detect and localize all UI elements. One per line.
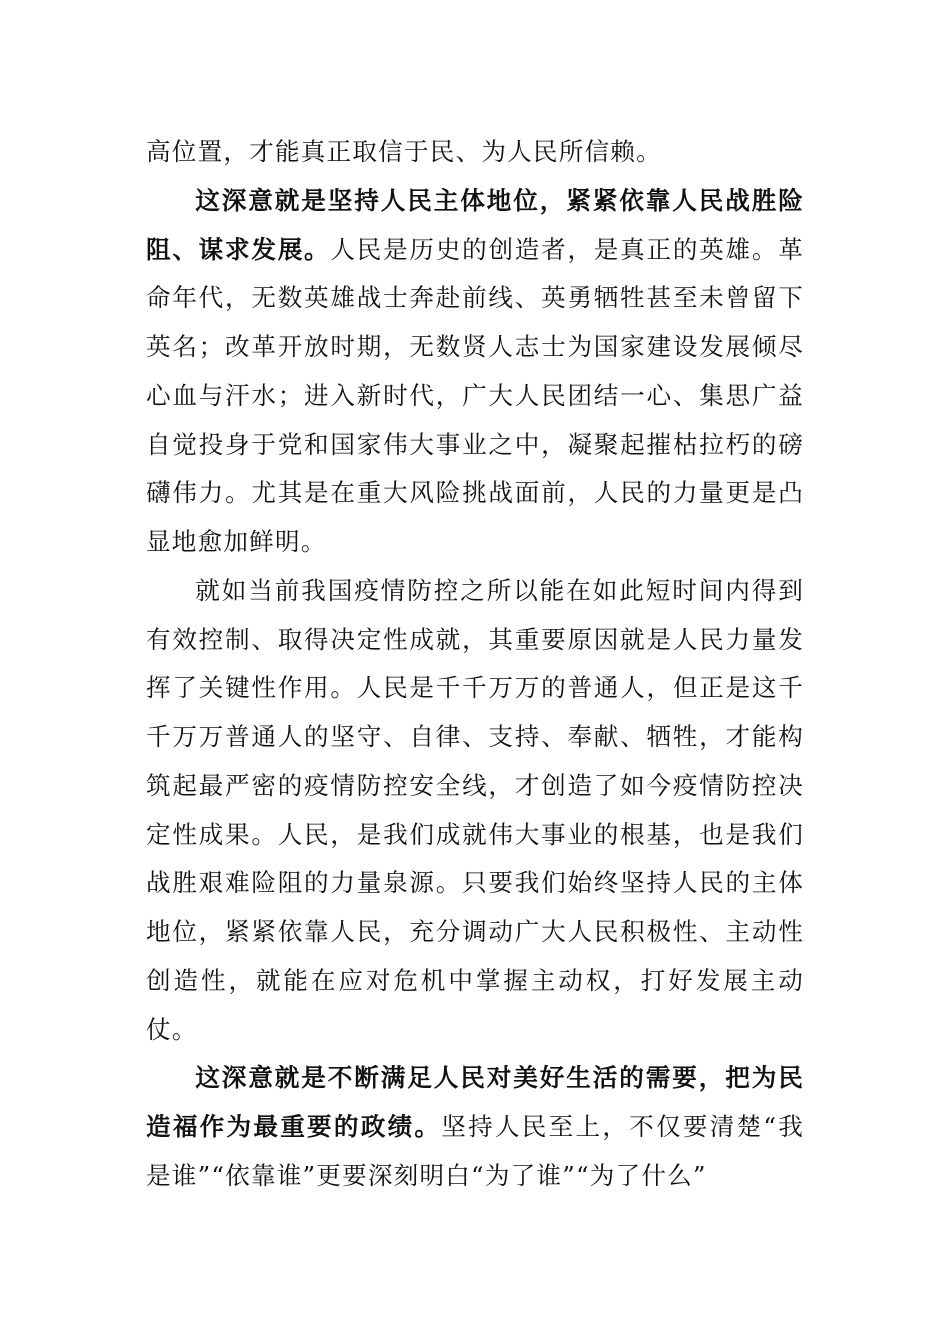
- document-body: [146, 128, 804, 1201]
- paragraph-bold-lead: 这深意就是坚持人民主体地位，紧紧依靠人民战胜险阻、谋求发展。: [146, 185, 804, 264]
- paragraph-text: 人民是历史的创造者，是真正的英雄。革命年代，无数英雄战士奔赴前线、英勇牺牲甚至未曾留下英名；改革开放时期，无数贤人志士为国家建设发展倾尽心血与汗水；进入新时代，广大人民团结一心、集思广益自觉投身于党和国家伟大事业之中，凝聚起摧枯拉朽的磅礴伟力。尤其是在重大风险挑战面前，人民的力量更是凸显地愈加鲜明。: [146, 234, 804, 556]
- paragraph-text: 就如当前我国疫情防控之所以能在如此短时间内得到有效控制、取得决定性成就，其重要原因就是人民力量发挥了关键性作用。人民是千千万万的普通人，但正是这千千万万普通人的坚守、自律、支持、奉献、牺牲，才能构筑起最严密的疫情防控安全线，才创造了如今疫情防控决定性成果。人民，是我们成就伟大事业的根基，也是我们战胜艰难险阻的力量泉源。只要我们始终坚持人民的主体地位，紧紧依靠人民，充分调动广大人民积极性、主动性创造性，就能在应对危机中掌握主动权，打好发展主动仗。: [146, 575, 804, 1044]
- paragraph-continuation: [146, 128, 804, 177]
- paragraph-epidemic-control: [146, 567, 804, 1055]
- paragraph-better-life: [146, 1054, 804, 1200]
- paragraph-text: 高位置，才能真正取信于民、为人民所信赖。: [146, 137, 662, 166]
- paragraph-text: 坚持人民至上，不仅要清楚“我是谁”“依靠谁”更要深刻明白“为了谁”“为了什么”: [146, 1112, 805, 1190]
- paragraph-bold-lead: 这深意就是不断满足人民对美好生活的需要，把为民造福作为最重要的政绩。: [146, 1063, 804, 1141]
- paragraph-people-subject: [146, 177, 804, 567]
